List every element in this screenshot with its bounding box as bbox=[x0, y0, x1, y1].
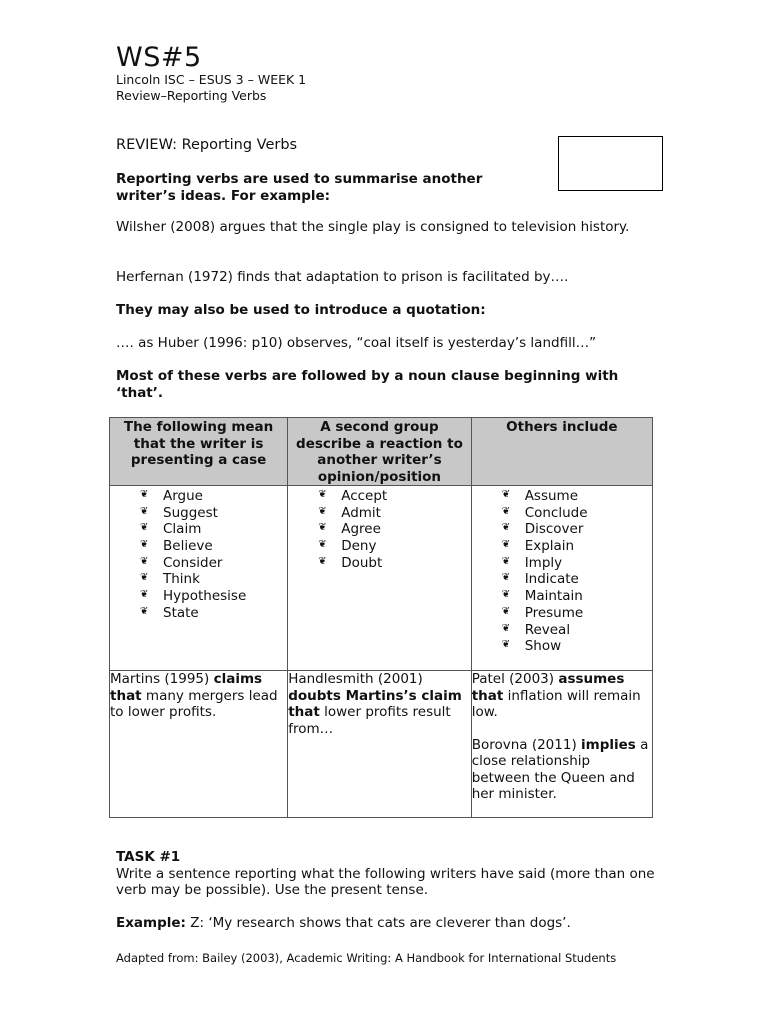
verb-item bbox=[288, 538, 470, 555]
verb-label: Doubt bbox=[341, 554, 383, 571]
bullet-icon: ❦ bbox=[318, 539, 327, 551]
bullet-icon: ❦ bbox=[501, 572, 511, 584]
verb-label: State bbox=[163, 604, 199, 621]
verb-label: Agree bbox=[341, 521, 381, 538]
verb-label: Deny bbox=[341, 538, 377, 555]
example-verb: claims that bbox=[110, 671, 263, 704]
verb-item bbox=[472, 521, 652, 538]
header-reaction: A second group describe a reaction to another writer’s opinion/position bbox=[288, 418, 471, 486]
verb-item bbox=[110, 505, 287, 522]
example-patel bbox=[472, 671, 652, 721]
verb-item bbox=[110, 538, 287, 555]
bullet-icon: ❦ bbox=[318, 489, 327, 500]
task-label: TASK #1 bbox=[116, 849, 181, 865]
bullet-icon: ❦ bbox=[501, 505, 511, 517]
bullet-icon: ❦ bbox=[318, 555, 327, 567]
bullet-icon: ❦ bbox=[140, 489, 149, 500]
noun-clause-intro: Most of these verbs are followed by a noun clause beginning with ‘that’. bbox=[116, 368, 619, 401]
verb-list-case bbox=[110, 488, 287, 622]
verb-label: Suggest bbox=[163, 504, 218, 521]
verb-item bbox=[288, 521, 470, 538]
bullet-icon: ❦ bbox=[501, 489, 511, 500]
verb-item bbox=[110, 588, 287, 605]
example-pre: Handlesmith (2001) bbox=[288, 671, 423, 687]
example-pre: Borovna (2011) bbox=[471, 736, 582, 753]
verb-item bbox=[472, 622, 652, 639]
verb-label: Maintain bbox=[524, 588, 583, 605]
verb-label: Presume bbox=[524, 604, 584, 621]
example-verb: doubts Martins’s claim that bbox=[288, 687, 462, 720]
bullet-icon: ❦ bbox=[501, 622, 511, 634]
verb-label: Argue bbox=[163, 488, 203, 504]
verb-label: Explain bbox=[524, 538, 575, 555]
verb-label: Admit bbox=[341, 504, 381, 521]
bullet-icon: ❦ bbox=[140, 572, 149, 584]
bullet-icon: ❦ bbox=[318, 505, 327, 517]
review-heading: REVIEW: Reporting Verbs bbox=[116, 137, 298, 153]
header-case: The following mean that the writer is presenting a case bbox=[110, 418, 288, 486]
verb-item bbox=[472, 588, 652, 605]
verb-item bbox=[288, 505, 470, 522]
example-post: lower profits result from… bbox=[288, 704, 451, 737]
verb-item bbox=[288, 488, 470, 505]
verb-label: Discover bbox=[524, 521, 584, 538]
verb-item bbox=[110, 605, 287, 622]
verb-list-others bbox=[472, 488, 652, 655]
example-verb: assumes that bbox=[471, 671, 625, 704]
verb-label: Believe bbox=[163, 538, 213, 555]
bullet-icon: ❦ bbox=[501, 639, 511, 651]
example-post: inflation will remain low. bbox=[471, 687, 641, 720]
verb-list-reaction bbox=[288, 488, 470, 571]
example-post: a close relationship between the Queen and her minister. bbox=[471, 736, 649, 802]
worksheet-title: WS#5 bbox=[116, 42, 202, 73]
bullet-icon: ❦ bbox=[140, 589, 149, 601]
bullet-icon: ❦ bbox=[140, 539, 149, 551]
verb-label: Assume bbox=[524, 488, 579, 504]
verb-item bbox=[472, 605, 652, 622]
header-others: Others include bbox=[471, 418, 652, 486]
bullet-icon: ❦ bbox=[318, 522, 327, 534]
verb-item bbox=[472, 538, 652, 555]
example-cell-case bbox=[110, 671, 288, 818]
quotation-intro: They may also be used to introduce a quotation: bbox=[116, 302, 486, 318]
verb-item bbox=[472, 505, 652, 522]
example-sentence-1: Wilsher (2008) argues that the single play is consigned to television history. bbox=[116, 219, 630, 235]
source-credit: Adapted from: Bailey (2003), Academic Writing: A Handbook for International Students bbox=[116, 951, 617, 965]
verb-item bbox=[472, 555, 652, 572]
task-instructions: Write a sentence reporting what the following writers have said (more than one verb may be possible). Use the present tense. bbox=[116, 865, 655, 898]
example-cell-others bbox=[471, 671, 652, 818]
example-text: Z: ‘My research shows that cats are cleverer than dogs’. bbox=[185, 915, 571, 931]
verb-label: Consider bbox=[163, 554, 223, 571]
course-line: Lincoln ISC – ESUS 3 – WEEK 1 bbox=[116, 72, 307, 87]
task-example bbox=[116, 915, 571, 932]
bullet-icon: ❦ bbox=[140, 522, 149, 534]
quotation-example: …. as Huber (1996: p10) observes, “coal itself is yesterday’s landfill…” bbox=[116, 335, 597, 351]
bullet-icon: ❦ bbox=[140, 555, 149, 567]
list-cell-others bbox=[471, 486, 652, 671]
verb-label: Accept bbox=[341, 488, 388, 504]
verb-label: Reveal bbox=[524, 621, 571, 638]
bullet-icon: ❦ bbox=[501, 539, 511, 551]
verb-item bbox=[110, 521, 287, 538]
verb-item bbox=[110, 571, 287, 588]
verb-item bbox=[110, 488, 287, 505]
example-pre: Martins (1995) bbox=[110, 671, 214, 687]
verb-label: Claim bbox=[163, 521, 202, 538]
intro-text: Reporting verbs are used to summarise another writer’s ideas. For example: bbox=[116, 171, 483, 204]
bullet-icon: ❦ bbox=[501, 522, 511, 534]
empty-box bbox=[558, 136, 663, 191]
example-label: Example: bbox=[116, 915, 186, 931]
example-borovna bbox=[472, 737, 652, 803]
bullet-icon: ❦ bbox=[501, 555, 511, 567]
example-verb: implies bbox=[581, 736, 636, 753]
list-cell-case bbox=[110, 486, 288, 671]
example-cell-reaction bbox=[288, 671, 471, 818]
example-pre: Patel (2003) bbox=[471, 671, 559, 687]
bullet-icon: ❦ bbox=[501, 605, 511, 617]
verb-item bbox=[472, 488, 652, 505]
bullet-icon: ❦ bbox=[501, 589, 511, 601]
verb-label: Indicate bbox=[524, 571, 579, 588]
reporting-verbs-table bbox=[109, 417, 653, 818]
topic-line: Review–Reporting Verbs bbox=[116, 88, 267, 103]
verb-item bbox=[472, 638, 652, 655]
verb-item bbox=[472, 571, 652, 588]
bullet-icon: ❦ bbox=[140, 605, 149, 617]
list-cell-reaction bbox=[288, 486, 471, 671]
verb-item bbox=[110, 555, 287, 572]
task-section bbox=[116, 849, 656, 899]
verb-label: Think bbox=[163, 571, 200, 588]
verb-label: Show bbox=[524, 638, 562, 655]
verb-item bbox=[288, 555, 470, 572]
verb-label: Conclude bbox=[524, 504, 588, 521]
verb-label: Hypothesise bbox=[163, 588, 247, 605]
verb-label: Imply bbox=[524, 554, 563, 571]
bullet-icon: ❦ bbox=[140, 505, 149, 517]
example-sentence-2: Herfernan (1972) finds that adaptation to prison is facilitated by…. bbox=[116, 269, 569, 285]
example-post: many mergers lead to lower profits. bbox=[110, 687, 278, 720]
